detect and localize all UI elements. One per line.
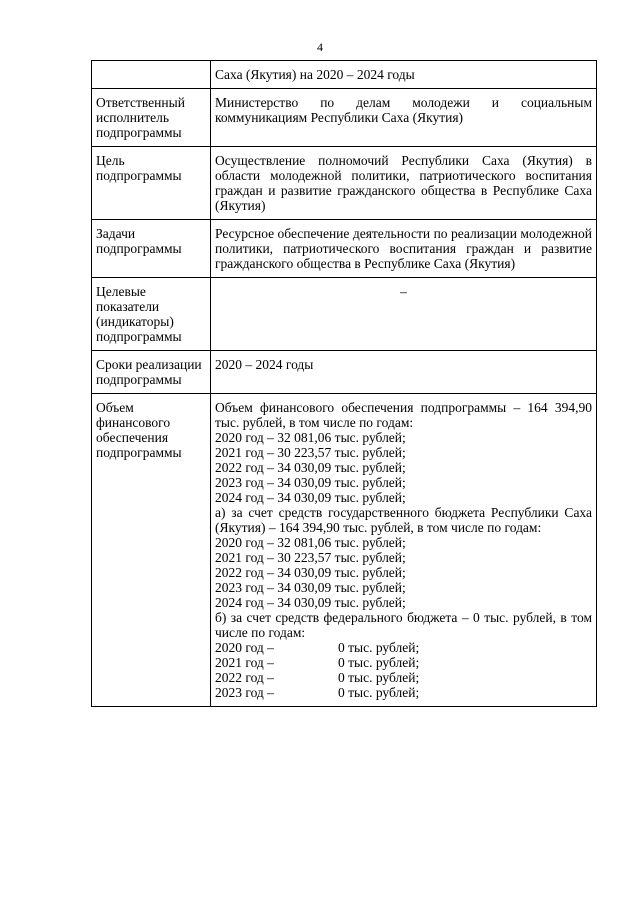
regional-year-line: 2024 год – 34 030,09 тыс. рублей; xyxy=(215,595,406,610)
table-row xyxy=(92,394,597,707)
federal-year-line xyxy=(215,655,592,670)
federal-year-line xyxy=(215,685,592,700)
table-row xyxy=(92,351,597,394)
table-row xyxy=(92,278,597,351)
row-label: Цель подпрограммы xyxy=(92,147,211,220)
row-label: Объем финансового обеспечения подпрограммы xyxy=(92,394,211,707)
table-row xyxy=(92,89,597,147)
row-label: Сроки реализации подпрограммы xyxy=(92,351,211,394)
row-label xyxy=(92,61,211,89)
row-value: Саха (Якутия) на 2020 – 2024 годы xyxy=(211,61,597,89)
federal-amount: 0 тыс. рублей; xyxy=(338,670,420,685)
regional-year-line: 2023 год – 34 030,09 тыс. рублей; xyxy=(215,580,406,595)
federal-year: 2021 год – xyxy=(215,655,274,670)
funding-year-line: 2020 год – 32 081,06 тыс. рублей; xyxy=(215,430,406,445)
row-value: Осуществление полномочий Республики Саха (Якутия) в области молодежной политики, патриотического воспитания граждан и развитие гражданского общества в Республике Саха (Якутия) xyxy=(211,147,597,220)
funding-year-line: 2024 год – 34 030,09 тыс. рублей; xyxy=(215,490,406,505)
funding-year-line: 2023 год – 34 030,09 тыс. рублей; xyxy=(215,475,406,490)
regional-year-line: 2022 год – 34 030,09 тыс. рублей; xyxy=(215,565,406,580)
funding-year-line: 2021 год – 30 223,57 тыс. рублей; xyxy=(215,445,406,460)
row-label: Задачи подпрограммы xyxy=(92,220,211,278)
table-row xyxy=(92,147,597,220)
row-label: Ответственный исполнитель подпрограммы xyxy=(92,89,211,147)
federal-year-line xyxy=(215,640,592,655)
row-value: 2020 – 2024 годы xyxy=(211,351,597,394)
row-value xyxy=(211,278,597,351)
table-row xyxy=(92,220,597,278)
row-value: Ресурсное обеспечение деятельности по реализации молодежной политики, патриотического воспитания граждан и развитие гражданского общества в Республике Саха (Якутия) xyxy=(211,220,597,278)
row-label: Целевые показатели (индикаторы) подпрограммы xyxy=(92,278,211,351)
subprogram-passport-table xyxy=(91,60,597,707)
regional-year-line: 2020 год – 32 081,06 тыс. рублей; xyxy=(215,535,406,550)
regional-budget-intro: а) за счет средств государственного бюджета Республики Саха (Якутия) – 164 394,90 тыс. рублей, в том числе по годам: xyxy=(215,505,592,535)
funding-year-line: 2022 год – 34 030,09 тыс. рублей; xyxy=(215,460,406,475)
federal-amount: 0 тыс. рублей; xyxy=(338,655,420,670)
regional-year-line: 2021 год – 30 223,57 тыс. рублей; xyxy=(215,550,406,565)
federal-year-line xyxy=(215,670,592,685)
page-number: 4 xyxy=(317,40,323,54)
funding-intro: Объем финансового обеспечения подпрограммы – 164 394,90 тыс. рублей, в том числе по годам: xyxy=(215,400,592,430)
federal-amount: 0 тыс. рублей; xyxy=(338,685,420,700)
federal-year: 2020 год – xyxy=(215,640,274,655)
table-row xyxy=(92,61,597,89)
federal-year: 2023 год – xyxy=(215,685,274,700)
federal-amount: 0 тыс. рублей; xyxy=(338,640,420,655)
federal-budget-intro: б) за счет средств федерального бюджета – 0 тыс. рублей, в том числе по годам: xyxy=(215,610,592,640)
federal-year: 2022 год – xyxy=(215,670,274,685)
funding-value xyxy=(211,394,597,707)
empty-value-dash: – xyxy=(400,284,407,299)
row-value: Министерство по делам молодежи и социальным коммуникациям Республики Саха (Якутия) xyxy=(211,89,597,147)
